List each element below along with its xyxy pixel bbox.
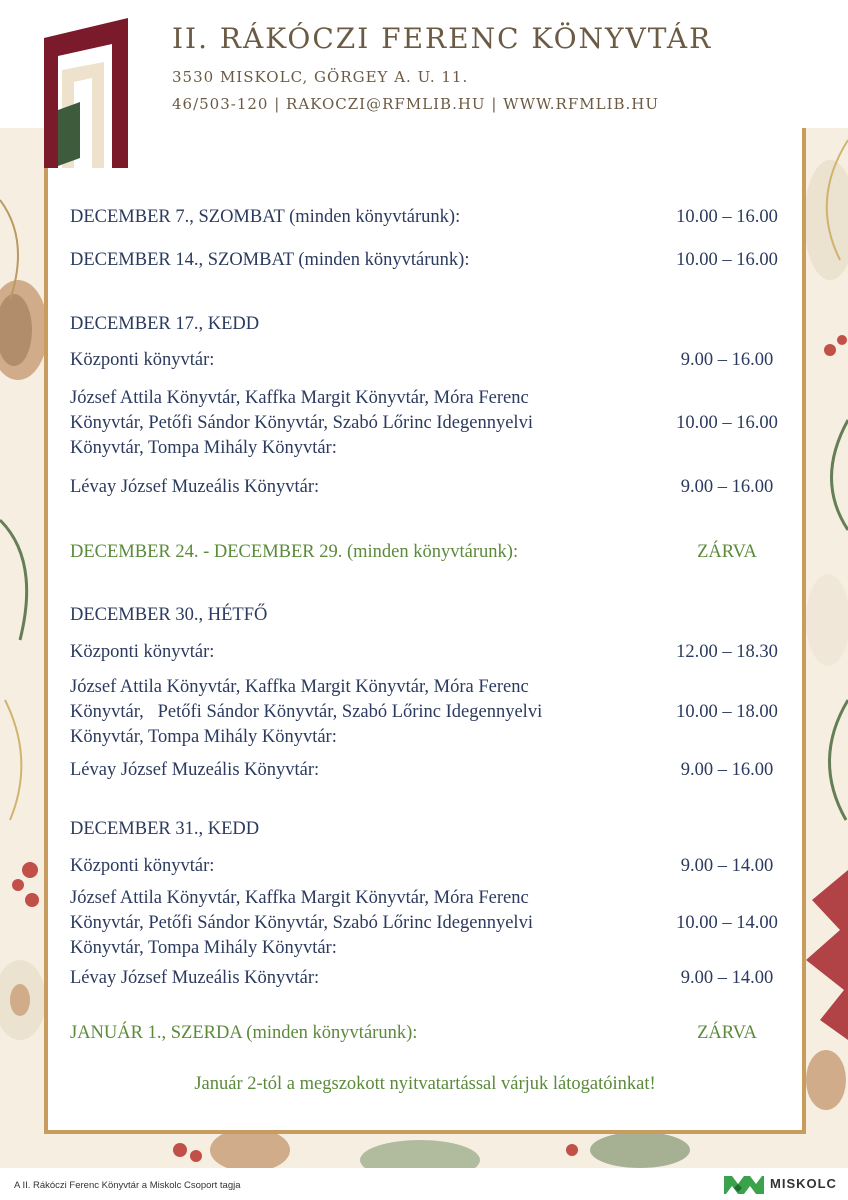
schedule-row-dec30-branches [70,675,786,750]
branches-line-3: Könyvtár, Tompa Mihály Könyvtár: [70,727,337,747]
row-label [70,886,650,961]
branches-line-2: Könyvtár, Petőfi Sándor Könyvtár, Szabó Lőrinc Idegennyelvi [70,913,533,933]
section-heading: DECEMBER 31., KEDD [70,819,260,839]
row-time: 10.00 – 18.00 [676,702,778,722]
library-contact: 46/503-120 | RAKOCZI@RFMLIB.HU | WWW.RFMLIB.HU [172,95,660,113]
schedule-row-dec30-levay [70,758,786,783]
branches-line-1: József Attila Könyvtár, Kaffka Margit Könyvtár, Móra Ferenc [70,677,529,697]
branches-line-2: Könyvtár, Petőfi Sándor Könyvtár, Szabó Lőrinc Idegennyelvi [70,702,543,722]
row-time: 12.00 – 18.30 [676,642,778,662]
schedule-row-dec14 [70,248,786,273]
section-heading-dec30 [70,603,786,628]
schedule-row-dec30-central [70,640,786,665]
section-heading: DECEMBER 30., HÉTFŐ [70,605,268,625]
row-label: Központi könyvtár: [70,350,215,370]
schedule-row-dec31-central [70,854,786,879]
row-label: Központi könyvtár: [70,856,215,876]
branches-line-3: Könyvtár, Tompa Mihály Könyvtár: [70,938,337,958]
schedule-row-jan1 [70,1021,786,1046]
branches-line-2: Könyvtár, Petőfi Sándor Könyvtár, Szabó Lőrinc Idegennyelvi [70,413,533,433]
city-name: MISKOLC [770,1176,837,1191]
schedule-row-dec31-levay [70,966,786,991]
section-heading-dec17 [70,312,786,337]
row-time: 10.00 – 16.00 [676,250,778,270]
row-label: Központi könyvtár: [70,642,215,662]
row-time: 10.00 – 14.00 [676,913,778,933]
section-heading-dec31 [70,817,786,842]
library-name: II. RÁKÓCZI FERENC KÖNYVTÁR [172,22,713,55]
row-time: 9.00 – 14.00 [680,856,774,876]
library-address: 3530 MISKOLC, GÖRGEY A. U. 11. [172,68,469,86]
footer [0,1168,848,1200]
schedule-row-dec31-branches [70,886,786,961]
row-time: ZÁRVA [697,1023,757,1043]
row-time: ZÁRVA [697,542,757,562]
row-label [70,386,650,461]
row-time: 9.00 – 16.00 [680,477,774,497]
row-time: 10.00 – 16.00 [676,413,778,433]
schedule-row-dec17-branches [70,386,786,461]
branches-line-1: József Attila Könyvtár, Kaffka Margit Könyvtár, Móra Ferenc [70,388,529,408]
row-time: 9.00 – 16.00 [680,760,774,780]
branches-line-3: Könyvtár, Tompa Mihály Könyvtár: [70,438,337,458]
schedule-row-dec7 [70,205,786,230]
schedule-row-dec17-central [70,348,786,373]
row-label: DECEMBER 7., SZOMBAT (minden könyvtárunk): [70,207,461,227]
row-time: 9.00 – 16.00 [680,350,774,370]
row-label: Lévay József Muzeális Könyvtár: [70,477,320,497]
section-heading: DECEMBER 17., KEDD [70,314,260,334]
branches-line-1: József Attila Könyvtár, Kaffka Margit Könyvtár, Móra Ferenc [70,888,529,908]
row-label: Lévay József Muzeális Könyvtár: [70,760,320,780]
miskolc-logo-icon [724,1174,764,1196]
schedule-row-dec17-levay [70,475,786,500]
row-label: Lévay József Muzeális Könyvtár: [70,968,320,988]
schedule-row-dec24 [70,540,786,565]
row-time: 9.00 – 14.00 [680,968,774,988]
row-label: DECEMBER 24. - DECEMBER 29. (minden könyvtárunk): [70,542,519,562]
reopening-notice: Január 2-tól a megszokott nyitvatartással várjuk látogatóinkat! [194,1074,656,1094]
library-logo-icon [40,18,130,168]
row-time: 10.00 – 16.00 [676,207,778,227]
row-label: JANUÁR 1., SZERDA (minden könyvtárunk): [70,1023,418,1043]
row-label: DECEMBER 14., SZOMBAT (minden könyvtárunk): [70,250,470,270]
footer-text: A II. Rákóczi Ferenc Könyvtár a Miskolc Csoport tagja [14,1180,241,1191]
row-label [70,675,650,750]
